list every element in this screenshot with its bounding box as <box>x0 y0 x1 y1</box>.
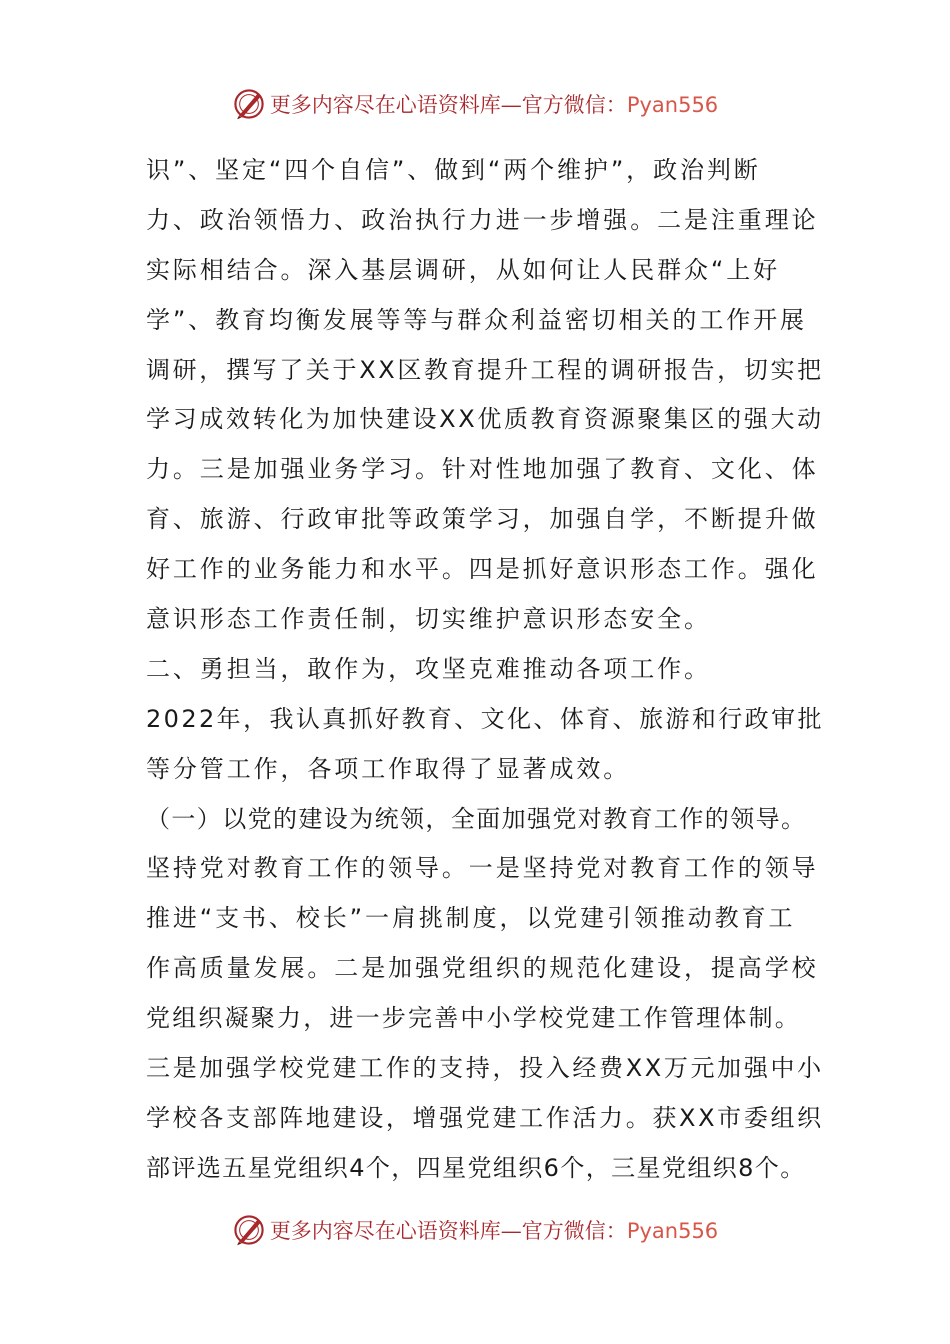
text-line: 意识形态工作责任制，切实维护意识形态安全。 <box>146 605 711 634</box>
text-line: 力。三是加强业务学习。针对性地加强了教育、文化、体 <box>146 455 819 484</box>
text-line: 学校各支部阵地建设，增强党建工作活力。获XX市委组织 <box>146 1103 824 1132</box>
text-line: 三是加强学校党建工作的支持，投入经费XX万元加强中小 <box>146 1054 824 1083</box>
pen-seal-logo-icon <box>232 87 266 121</box>
text-line: 识”、坚定“四个自信”、做到“两个维护”，政治判断 <box>146 156 761 184</box>
text-line: 推进“支书、校长”一肩挑制度，以党建引领推动教育工 <box>146 904 796 933</box>
footer-watermark-banner <box>0 1210 950 1250</box>
text-line: 好工作的业务能力和水平。四是抓好意识形态工作。强化 <box>146 555 819 584</box>
text-line: 作高质量发展。二是加强党组织的规范化建设，提高学校 <box>146 954 819 983</box>
subsection-heading: （一）以党的建设为统领，全面加强党对教育工作的领导。 <box>146 804 807 833</box>
section-heading: 二、勇担当，敢作为，攻坚克难推动各项工作。 <box>146 654 711 683</box>
header-watermark-text: 更多内容尽在心语资料库—官方微信：Pyan556 <box>269 93 719 117</box>
document-body <box>146 146 826 1194</box>
header-watermark-banner <box>0 84 950 124</box>
text-line: 坚持党对教育工作的领导。一是坚持党对教育工作的领导 <box>146 854 819 883</box>
footer-watermark-text: 更多内容尽在心语资料库—官方微信：Pyan556 <box>269 1219 719 1243</box>
text-line: 等分管工作，各项工作取得了显著成效。 <box>146 754 631 783</box>
text-line: 学”、教育均衡发展等等与群众利益密切相关的工作开展 <box>146 305 807 334</box>
header-wechat-handle: Pyan556 <box>626 93 719 117</box>
text-line: 实际相结合。深入基层调研，从如何让人民群众“上好 <box>146 255 781 284</box>
footer-wechat-handle: Pyan556 <box>626 1219 719 1243</box>
text-line: 育、旅游、行政审批等政策学习，加强自学，不断提升做 <box>146 505 819 534</box>
text-line: 2022年，我认真抓好教育、文化、体育、旅游和行政审批 <box>146 704 824 733</box>
text-line: 学习成效转化为加快建设XX优质教育资源聚集区的强大动 <box>146 405 824 434</box>
pen-seal-logo-icon <box>232 1213 266 1247</box>
text-line: 部评选五星党组织4个，四星党组织6个，三星党组织8个。 <box>146 1153 806 1182</box>
text-line: 党组织凝聚力，进一步完善中小学校党建工作管理体制。 <box>146 1004 801 1033</box>
text-line: 力、政治领悟力、政治执行力进一步增强。二是注重理论 <box>146 205 819 234</box>
text-line: 调研，撰写了关于XX区教育提升工程的调研报告，切实把 <box>146 355 824 384</box>
